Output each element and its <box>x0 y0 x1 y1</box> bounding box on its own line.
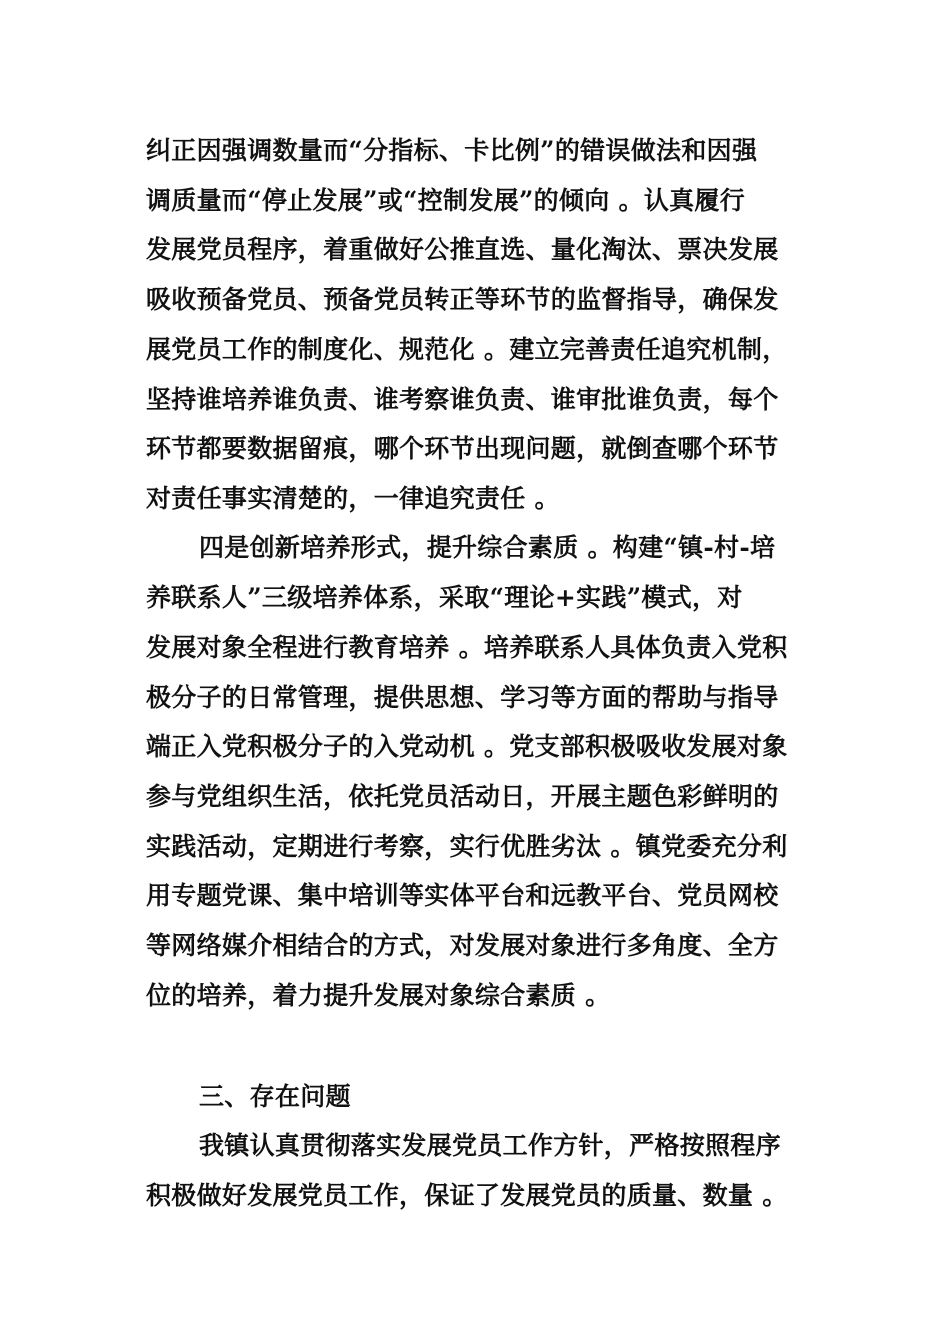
text-line: 位的培养，着力提升发展对象综合素质 。 <box>146 981 611 1010</box>
text-line: 四是创新培养形式，提升综合素质 。构建“镇-村-培 <box>199 533 776 562</box>
text-line: 我镇认真贯彻落实发展党员工作方针，严格按照程序 <box>199 1131 781 1160</box>
text-line: 等网络媒介相结合的方式，对发展对象进行多角度、全方 <box>146 931 779 960</box>
text-line: 发展对象全程进行教育培养 。培养联系人具体负责入党积 <box>146 633 788 662</box>
text-line: 吸收预备党员、预备党员转正等环节的监督指导，确保发 <box>146 285 779 314</box>
text-line: 纠正因强调数量而“分指标、卡比例”的错误做法和因强 <box>146 136 758 165</box>
text-line: 调质量而“停止发展”或“控制发展”的倾向 。认真履行 <box>146 186 746 215</box>
text-line: 环节都要数据留痕，哪个环节出现问题，就倒查哪个环节 <box>146 434 779 463</box>
text-line: 端正入党积极分子的入党动机 。党支部积极吸收发展对象 <box>146 732 788 761</box>
text-line: 发展党员程序，着重做好公推直选、量化淘汰、票决发展 <box>146 235 779 264</box>
text-line: 用专题党课、集中培训等实体平台和远教平台、党员网校 <box>146 881 779 910</box>
text-line: 参与党组织生活，依托党员活动日，开展主题色彩鲜明的 <box>146 782 779 811</box>
section-heading: 三、存在问题 <box>199 1082 351 1111</box>
text-line: 极分子的日常管理，提供思想、学习等方面的帮助与指导 <box>146 683 779 712</box>
text-line: 坚持谁培养谁负责、谁考察谁负责、谁审批谁负责，每个 <box>146 385 779 414</box>
text-line: 实践活动，定期进行考察，实行优胜劣汰 。镇党委充分利 <box>146 832 788 861</box>
text-line: 对责任事实清楚的，一律追究责任 。 <box>146 484 560 513</box>
text-line: 积极做好发展党员工作，保证了发展党员的质量、数量 。 <box>146 1181 788 1210</box>
text-line: 养联系人”三级培养体系，采取“理论+实践”模式，对 <box>146 583 743 612</box>
text-line: 展党员工作的制度化、规范化 。建立完善责任追究机制， <box>146 335 788 364</box>
